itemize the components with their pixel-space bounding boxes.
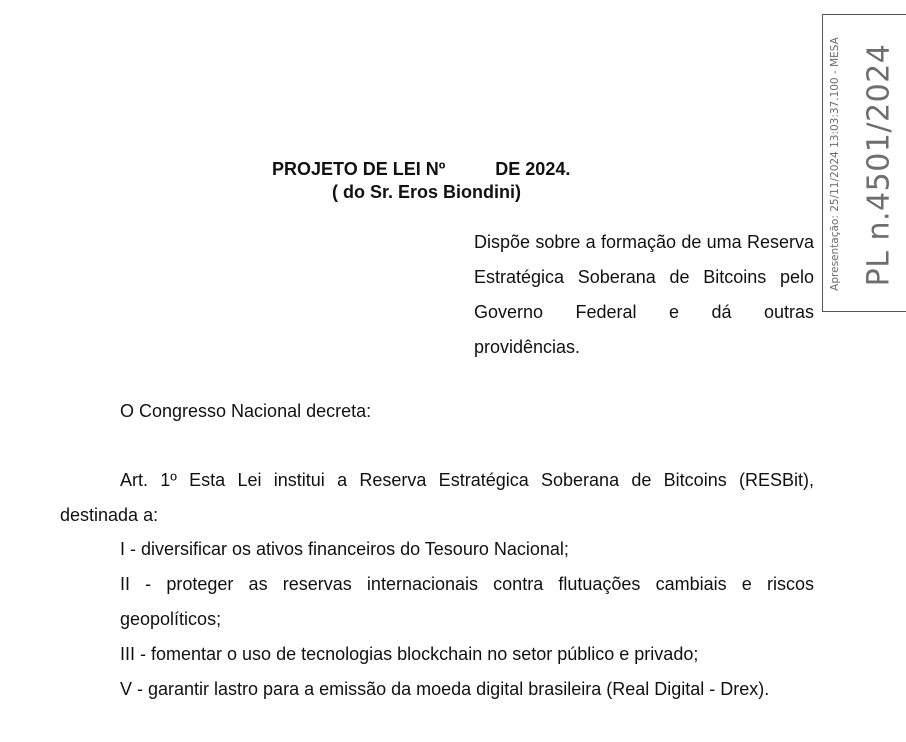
bill-summary: Dispõe sobre a formação de uma Reserva Estratégica Soberana de Bitcoins pelo Governo Federal e dá outras providências. bbox=[474, 232, 814, 357]
stamp-presentation-text: Apresentação: 25/11/2024 13:03:37.100 - MESA bbox=[829, 37, 841, 291]
bill-title: PROJETO DE LEI Nº DE 2024. bbox=[272, 159, 571, 179]
enacting-clause: O Congresso Nacional decreta: bbox=[120, 401, 372, 421]
article-item-v: V - garantir lastro para a emissão da moeda digital brasileira (Real Digital - Drex). bbox=[120, 679, 770, 699]
article-item-ii: II - proteger as reservas internacionais contra flutuações cambiais e riscos geopolíticos; bbox=[120, 574, 814, 629]
bill-author: ( do Sr. Eros Biondini) bbox=[332, 182, 521, 202]
protocol-stamp bbox=[822, 14, 906, 312]
stamp-number bbox=[847, 15, 906, 313]
article-item-i: I - diversificar os ativos financeiros do Tesouro Nacional; bbox=[120, 539, 569, 559]
article-item-iii: III - fomentar o uso de tecnologias blockchain no setor público e privado; bbox=[120, 644, 699, 664]
stamp-meta bbox=[823, 15, 847, 313]
article-1: Art. 1º Esta Lei institui a Reserva Estratégica Soberana de Bitcoins (RESBit), destinada a: bbox=[60, 470, 814, 525]
stamp-bill-number: PL n.4501/2024 bbox=[861, 43, 897, 287]
